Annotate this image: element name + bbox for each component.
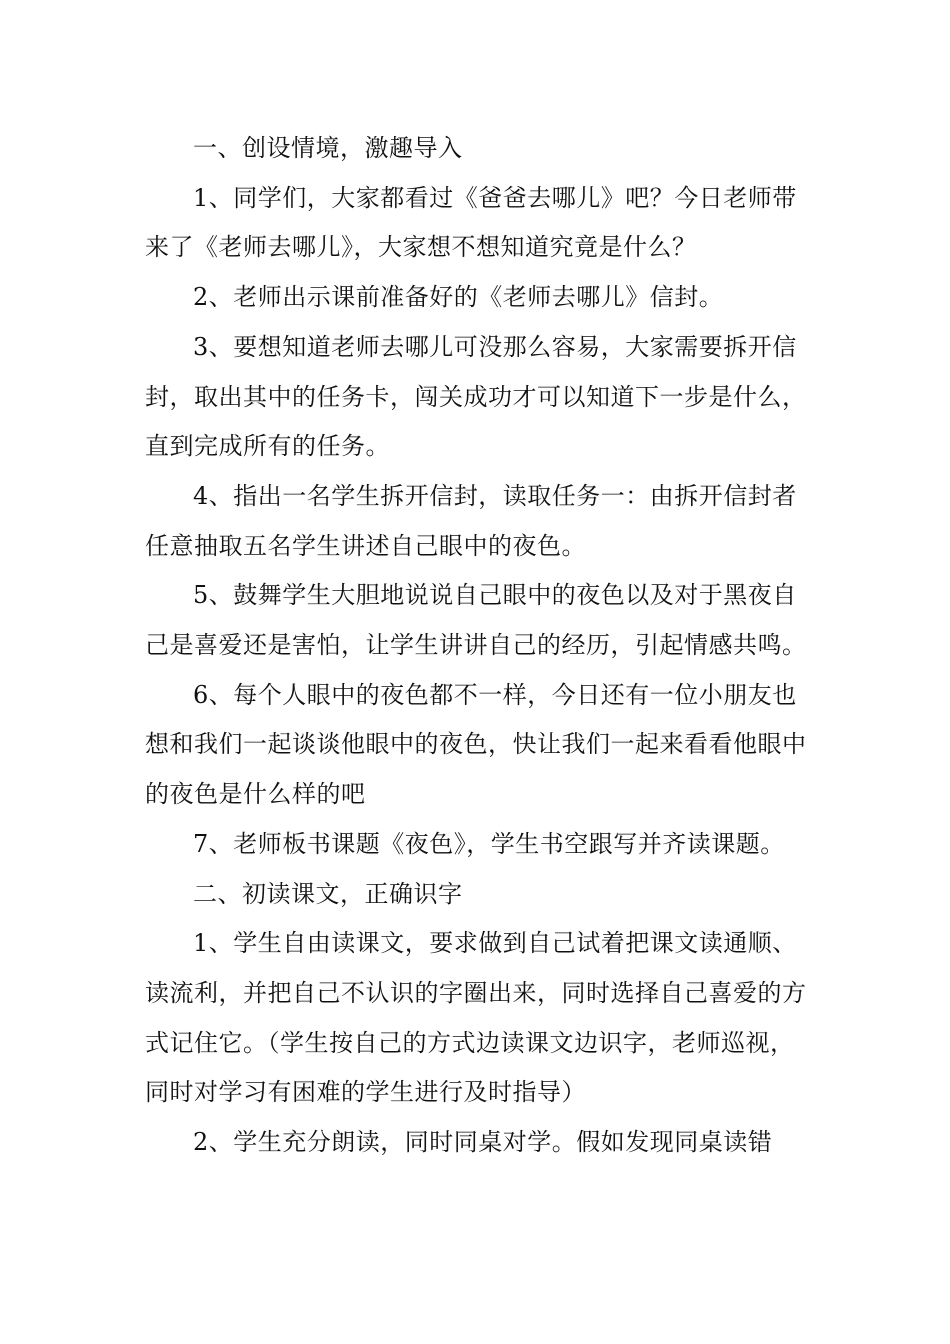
paragraph-3: 3、要想知道老师去哪儿可没那么容易，大家需要拆开信封，取出其中的任务卡，闯关成功才可以知道下一步是什么，直到完成所有的任务。 [145,332,807,461]
document-body [145,124,815,1168]
section-heading-1: 一、创设情境，激趣导入 [193,134,463,162]
paragraph-1: 1、同学们，大家都看过《爸爸去哪儿》吧？今日老师带来了《老师去哪儿》，大家想不想知道究竟是什么？ [145,183,797,262]
paragraph-9: 2、学生充分朗读，同时同桌对学。假如发现同桌读错 [193,1128,773,1157]
paragraph-7: 7、老师板书课题《夜色》，学生书空跟写并齐读课题。 [193,829,785,858]
paragraph-5: 5、鼓舞学生大胆地说说自己眼中的夜色以及对于黑夜自己是喜爱还是害怕，让学生讲讲自己的经历，引起情感共鸣。 [145,581,807,660]
paragraph-6: 6、每个人眼中的夜色都不一样，今日还有一位小朋友也想和我们一起谈谈他眼中的夜色，快让我们一起来看看他眼中的夜色是什么样的吧 [145,680,807,809]
section-heading-2: 二、初读课文，正确识字 [193,879,463,908]
paragraph-4: 4、指出一名学生拆开信封，读取任务一：由拆开信封者任意抽取五名学生讲述自己眼中的夜色。 [145,481,797,560]
paragraph-8: 1、学生自由读课文，要求做到自己试着把课文读通顺、读流利，并把自己不认识的字圈出来，同时选择自己喜爱的方式记住它。（学生按自己的方式边读课文边识字，老师巡视，同时对学习有困难的学生进行及时指导） [145,929,807,1107]
paragraph-2: 2、老师出示课前准备好的《老师去哪儿》信封。 [193,283,724,312]
